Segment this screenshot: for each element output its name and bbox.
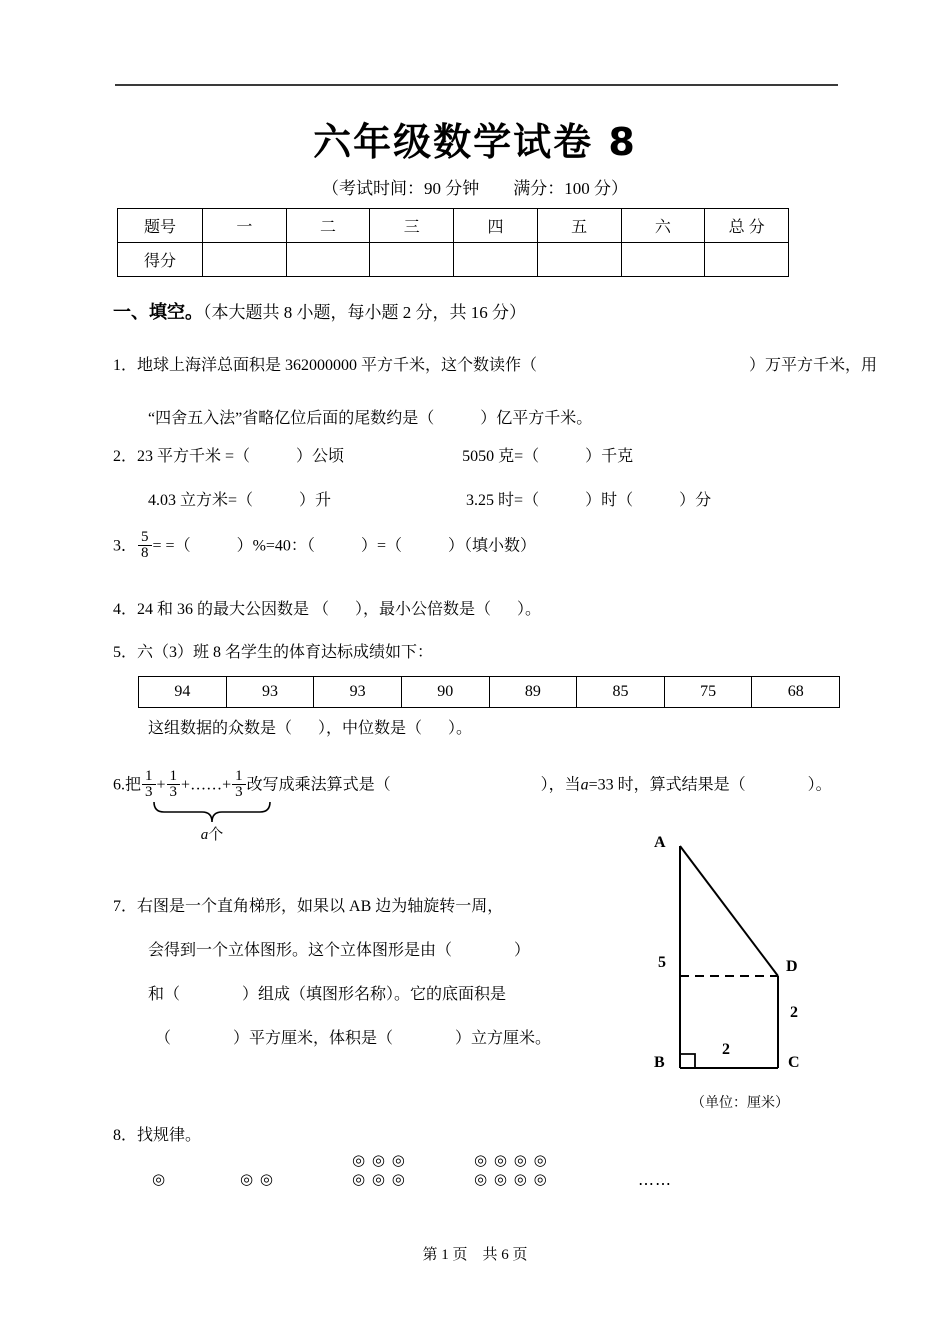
question-2-text-i: ）分 [679,492,712,509]
question-4-text-a: 24 和 36 的最大公因数是 （ [137,601,330,618]
question-7-text-e: ）组成（填图形名称）。它的底面积是 [242,986,507,1003]
question-3-line [113,531,536,563]
score-row-label-number: 题号 [118,209,203,243]
score-col-5: 五 [537,209,621,243]
question-7-line-2 [148,937,530,965]
dimension-left: 5 [658,954,666,971]
question-7-text-h: ）立方厘米。 [455,1030,552,1047]
question-3-number: 3． [113,537,138,555]
pattern-row: ◎ [152,1170,167,1188]
vertex-label-d: D [786,958,798,975]
question-5-number: 5． [113,644,138,661]
question-4-text-c: ）。 [517,601,542,618]
question-5-text-b: ），中位数是（ [318,720,423,737]
page-title: 六年级数学试卷 8 [313,120,637,164]
question-2-line-2 [148,487,711,515]
fraction-one-third [142,769,156,801]
question-1-cont [148,405,592,433]
question-6-number: 6. [113,776,125,794]
score-cell-6[interactable] [621,243,705,277]
question-5-text-c: ）。 [448,720,473,737]
question-8 [113,1122,201,1150]
question-3-text-c: ）=（ [360,537,402,555]
score-cell-3[interactable] [370,243,454,277]
score-cell-2[interactable] [286,243,370,277]
ellipsis-sum: +……+ [181,776,232,794]
table-row [118,209,789,243]
question-5-tail [148,715,472,743]
figure-unit-caption: （单位：厘米） [691,1096,789,1111]
dimension-right: 2 [790,1004,798,1021]
pattern-group-1 [152,1170,166,1189]
pattern-row: ◎ ◎ ◎ ◎ [474,1170,548,1188]
question-2-line-1 [113,443,633,471]
question-2 [113,443,633,471]
fraction-denominator: 3 [235,784,243,801]
question-4-line [113,596,541,624]
question-6 [113,770,832,802]
pattern-row: ◎ ◎ [240,1170,274,1188]
plus-sign: + [156,776,166,794]
question-7-number: 7． [113,898,138,915]
score-value: 68 [752,677,840,708]
question-6-text-c: ），当 [540,776,581,794]
fraction-denominator: 8 [141,545,149,562]
pattern-ellipsis: …… [638,1170,672,1189]
question-1 [113,352,877,380]
question-8-line [113,1122,201,1150]
question-2-text-c: 5050 克=（ [462,448,540,465]
header-rule [115,84,838,86]
question-3-text-d: ）（填小数） [447,537,536,555]
score-table [117,208,789,277]
score-col-3: 三 [370,209,454,243]
question-5-tail-line [148,715,472,743]
pattern-row: ◎ ◎ ◎ [352,1151,406,1169]
question-3 [113,531,536,563]
underbrace-variable: a [200,827,209,843]
question-2-number: 2． [113,448,138,465]
question-4-text-b: ），最小公倍数是（ [355,601,492,618]
pattern-group-3 [352,1151,406,1189]
fraction-numerator: 1 [232,769,246,785]
score-col-1: 一 [203,209,287,243]
score-cell-5[interactable] [537,243,621,277]
pattern-group-4 [474,1151,548,1189]
question-7-text-b: 会得到一个立体图形。这个立体图形是由（ [148,942,453,959]
vertex-label-b: B [654,1054,665,1071]
table-row [139,677,840,708]
vertex-label-a: A [654,834,666,851]
question-1-line-2 [148,405,592,433]
question-1-text-c: “四舍五入法”省略亿位后面的尾数约是（ [148,410,435,427]
question-2-text-h: ）时（ [585,492,634,509]
question-4-number: 4． [113,601,138,618]
fraction-five-eighths [138,530,152,562]
score-value: 93 [226,677,314,708]
question-1-text-a: 地球上海洋总面积是 362000000 平方千米，这个数读作（ [137,357,538,374]
score-value: 94 [139,677,227,708]
question-7-line-3 [148,981,506,1009]
question-7-text-c: ） [514,942,531,959]
pattern-row: ◎ ◎ ◎ [352,1170,406,1188]
question-3-text-b: ）%=40：（ [236,537,315,555]
question-2-text-a: 23 平方千米 =（ [137,448,251,465]
dimension-bottom: 2 [722,1041,730,1058]
underbrace-label [152,823,272,844]
fraction-numerator: 1 [142,769,156,785]
underbrace-unit: 个 [208,827,224,843]
section-one-subtitle: （本大题共 8 小题，每小题 2 分，共 16 分） [203,303,526,322]
question-7-text-f: （ [155,1030,172,1047]
pattern-group-2 [240,1170,274,1189]
question-6-text-a: 把 [125,776,142,794]
question-1-line-1 [113,352,877,380]
fraction-one-third [232,769,246,801]
question-7-text-d: 和（ [148,986,181,1003]
pattern-row: ◎ ◎ ◎ ◎ [474,1151,548,1169]
fraction-denominator: 3 [145,784,153,801]
question-7 [113,893,503,921]
scores-table [138,676,840,708]
question-6-line [113,770,832,802]
question-2-text-b: ）公顷 [296,448,345,465]
score-value: 85 [577,677,665,708]
question-7-line-3-wrap [148,981,506,1009]
score-col-total: 总 分 [705,209,789,243]
score-row-label-points: 得分 [118,243,203,277]
score-col-2: 二 [286,209,370,243]
question-7-line-4-wrap [155,1025,551,1053]
question-2-cont [148,487,711,515]
fraction-numerator: 5 [138,530,152,546]
fraction-one-third [167,769,181,801]
exam-subtitle: （考试时间：90 分钟 满分：100 分） [322,179,628,198]
score-value: 93 [314,677,402,708]
right-trapezoid-figure [640,836,840,1116]
section-one-heading [113,300,526,325]
score-value: 75 [664,677,752,708]
score-cell-1[interactable] [203,243,287,277]
question-7-line-4 [155,1025,551,1053]
question-1-text-d: ）亿平方千米。 [480,410,593,427]
question-4 [113,596,541,624]
question-5-lead [113,639,433,667]
question-7-line-1 [113,893,503,921]
question-8-number: 8． [113,1127,138,1144]
score-col-4: 四 [454,209,538,243]
question-7-text-g: ）平方厘米，体积是（ [233,1030,394,1047]
question-2-text-e: 4.03 立方米=（ [148,492,254,509]
question-2-text-g: 3.25 时=（ [466,492,540,509]
question-3-text-a: = =（ [152,537,191,555]
question-1-text-b: ）万平方千米，用 [749,357,878,374]
score-value: 89 [489,677,577,708]
question-7-text-a: 右图是一个直角梯形，如果以 AB 边为轴旋转一周， [137,898,504,915]
score-col-6: 六 [621,209,705,243]
question-6-variable: a [580,776,589,794]
question-5 [113,639,433,667]
score-cell-total[interactable] [705,243,789,277]
score-value: 90 [401,677,489,708]
question-6-text-d: =33 时，算式结果是（ [588,776,746,794]
question-5-text-a: 这组数据的众数是（ [148,720,293,737]
score-cell-4[interactable] [454,243,538,277]
question-1-number: 1． [113,357,138,374]
question-2-text-d: ）千克 [585,448,634,465]
pattern-sequence [130,1148,850,1208]
question-7-line-2-wrap [148,937,530,965]
question-8-text: 找规律。 [137,1127,202,1144]
page-footer: 第 1 页 共 6 页 [422,1247,528,1263]
question-5-text: 六（3）班 8 名学生的体育达标成绩如下： [137,644,434,661]
question-6-text-e: ）。 [807,776,832,794]
fraction-numerator: 1 [167,769,181,785]
table-row [118,243,789,277]
question-2-text-f: ）升 [299,492,332,509]
section-one-title: 一、填空。 [113,302,203,322]
vertex-label-c: C [788,1054,800,1071]
question-6-text-b: 改写成乘法算式是（ [246,776,391,794]
fraction-denominator: 3 [169,784,178,801]
